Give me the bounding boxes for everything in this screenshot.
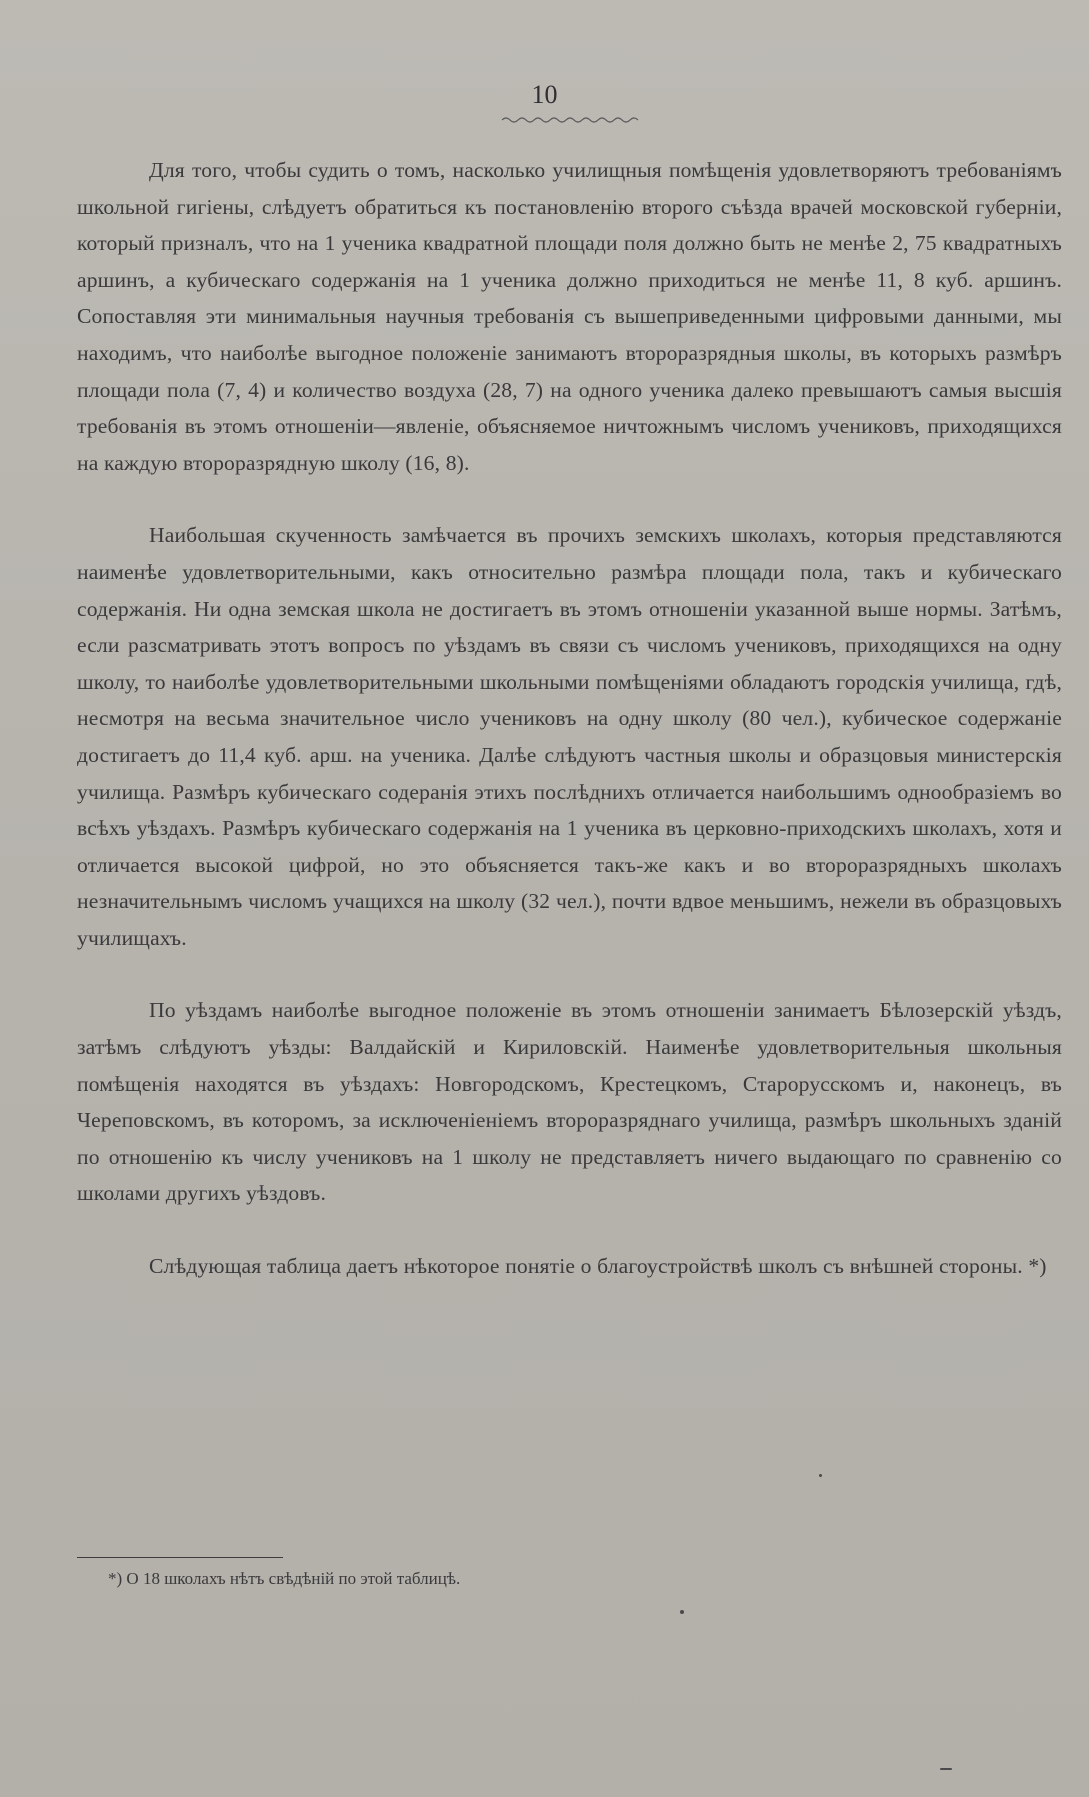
- footnote: *) О 18 школахъ нѣтъ свѣдѣній по этой таблицѣ.: [108, 1569, 461, 1588]
- footnote-divider: [77, 1557, 283, 1558]
- paragraph-3: По уѣздамъ наиболѣе выгодное положеніе въ этомъ отношеніи занимаетъ Бѣлозерскій уѣздъ, затѣмъ слѣдуютъ уѣзды: Валдайскій и Кириловскій. Наименѣе удовлетворительныя школьныя помѣщенія находятся въ уѣздахъ: Новгородскомъ, Крестецкомъ, Старорусскомъ и, наконецъ, въ Череповскомъ, въ которомъ, за исключеніеніемъ второразряднаго училища, размѣръ школьныхъ зданій по отношенію къ числу учениковъ на 1 школу не представляетъ ничего выдающаго по сравненію со школами другихъ уѣздовъ.: [77, 998, 1062, 1206]
- paragraph-4: Слѣдующая таблица даетъ нѣкоторое понятіе о благоустройствѣ школъ съ внѣшней стороны. *): [149, 1254, 1047, 1279]
- paragraph-2: Наибольшая скученность замѣчается въ прочихъ земскихъ школахъ, которыя представляются наименѣе удовлетворительными, какъ относительно размѣра площади пола, такъ и кубическаго содержанія. Ни одна земская школа не достигаетъ въ этомъ отношеніи указанной выше нормы. Затѣмъ, если разсматривать этотъ вопросъ по уѣздамъ въ связи съ числомъ учениковъ, приходящихся на одну школу, то наиболѣе удовлетворительными школьными помѣщеніями обладаютъ городскія училища, гдѣ, несмотря на весьма значительное число учениковъ на одну школу (80 чел.), кубическое содержаніе достигаетъ до 11,4 куб. арш. на ученика. Далѣе слѣдуютъ частныя школы и образцовыя министерскія училища. Размѣръ кубическаго содеранія этихъ послѣднихъ отличается наибольшимъ однообразіемъ во всѣхъ уѣздахъ. Размѣръ кубическаго содержанія на 1 ученика въ церковно-приходскихъ школахъ, хотя и отличается высокой цифрой, но это объясняется такъ-же какъ и во второразрядныхъ школахъ незначительнымъ числомъ учащихся на школу (32 чел.), почти вдвое меньшимъ, нежели въ образцовыхъ училищахъ.: [77, 523, 1062, 950]
- ink-speck: [940, 1768, 952, 1770]
- body-text: [77, 152, 1062, 1321]
- paragraph-1: Для того, чтобы судить о томъ, насколько училищныя помѣщенія удовлетворяютъ требованіямъ школьной гигіены, слѣдуетъ обратиться къ постановленію второго съѣзда врачей московской губерніи, который призналъ, что на 1 ученика квадратной площади поля должно быть не менѣе 2, 75 квадратныхъ аршинъ, а кубическаго содержанія на 1 ученика должно приходиться не менѣе 11, 8 куб. аршинъ. Сопоставляя эти минимальныя научныя требованія съ вышеприведенными цифровыми данными, мы находимъ, что наиболѣе выгодное положеніе занимаютъ второразрядныя школы, въ которыхъ размѣръ площади пола (7, 4) и количество воздуха (28, 7) на одного ученика далеко превышаютъ самыя высшія требованія въ этомъ отношеніи—явленіе, объясняемое ничтожнымъ числомъ учениковъ, приходящихся на каждую второразрядную школу (16, 8).: [77, 158, 1062, 475]
- ink-speck: [819, 1474, 822, 1477]
- page-number-ornament: [500, 114, 640, 124]
- ink-speck: [680, 1610, 684, 1614]
- page-number: 10: [531, 80, 558, 109]
